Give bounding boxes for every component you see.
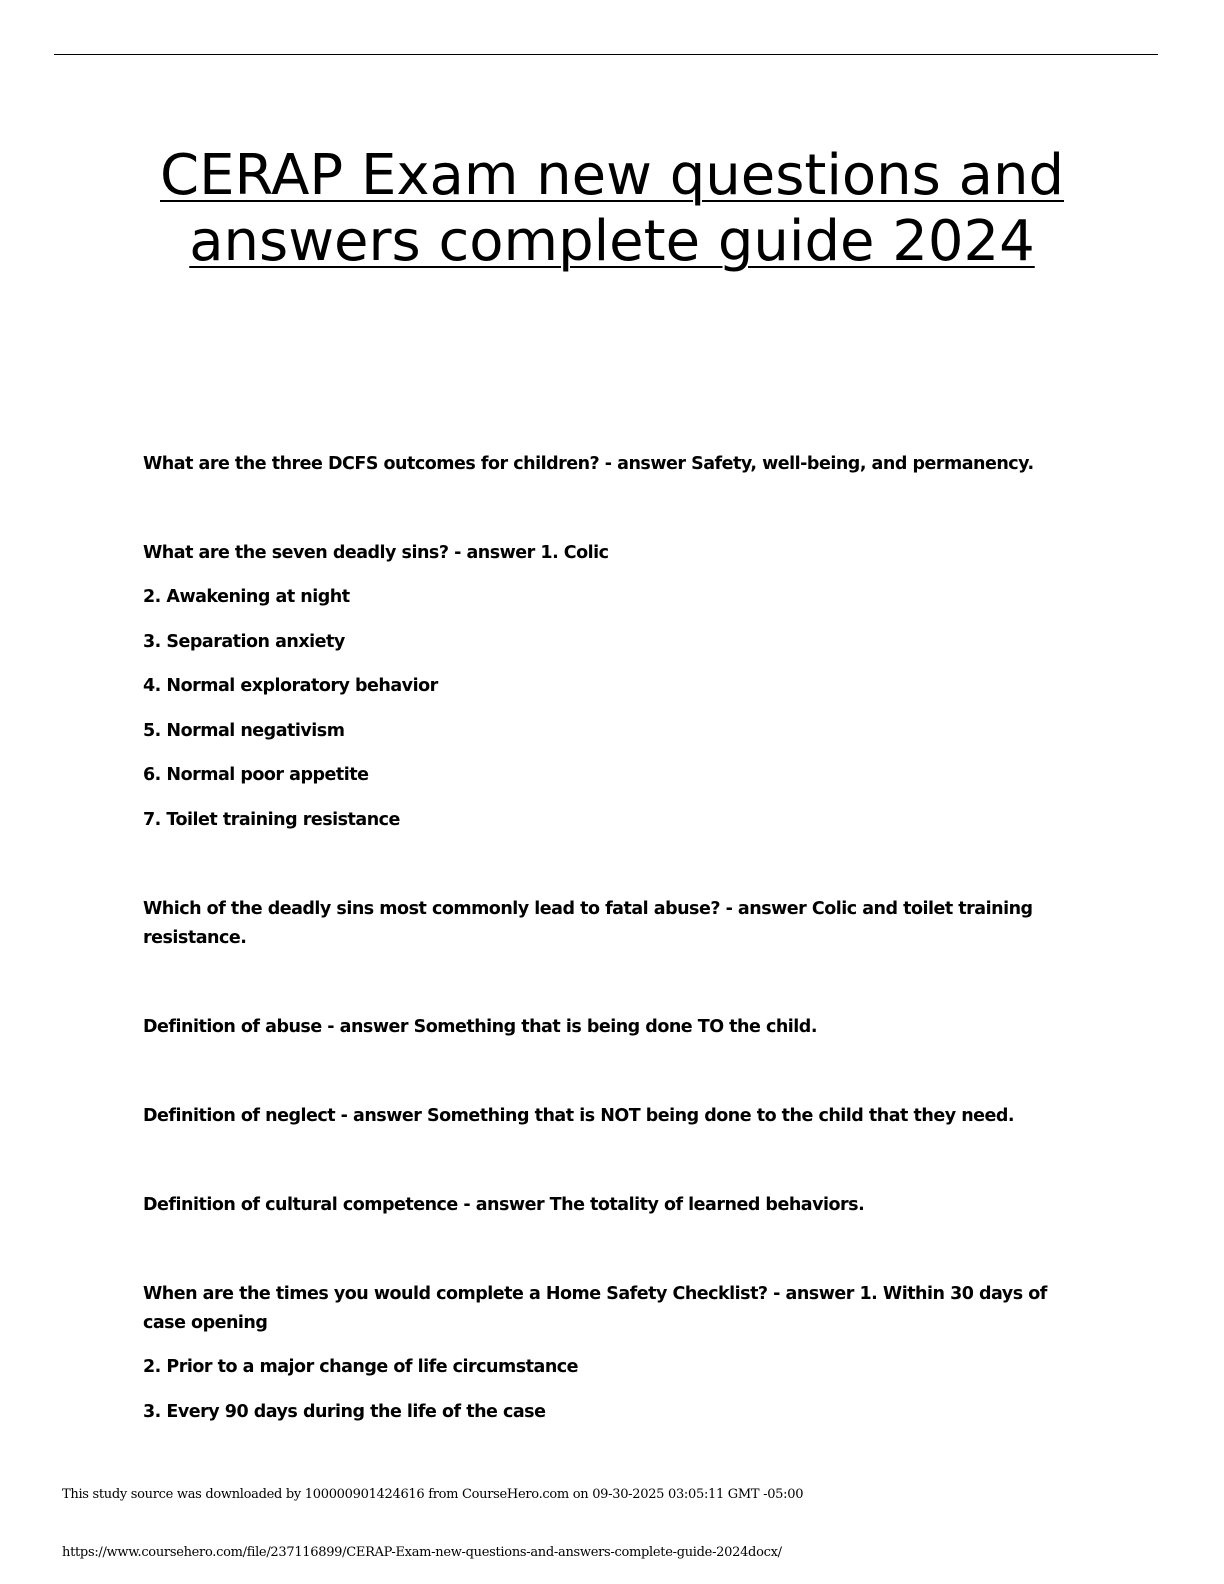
download-notice: This study source was downloaded by 100000901424616 from CourseHero.com on 09-30-2025 03:05:11 GMT -05:00 — [62, 1487, 804, 1502]
list-item-exploratory-behavior: 4. Normal exploratory behavior — [143, 676, 438, 696]
top-horizontal-rule — [54, 54, 1158, 55]
document-title — [0, 143, 1224, 275]
list-item-every-90-days: 3. Every 90 days during the life of the case — [143, 1402, 546, 1422]
list-item-major-change: 2. Prior to a major change of life circumstance — [143, 1357, 579, 1377]
title-line-2: answers complete guide 2024 — [189, 209, 1035, 274]
list-item-negativism: 5. Normal negativism — [143, 721, 345, 741]
qa-fatal-abuse: Which of the deadly sins most commonly lead to fatal abuse? - answer Colic and toilet training resistance. — [143, 899, 1033, 948]
qa-seven-deadly-sins: What are the seven deadly sins? - answer 1. Colic — [143, 543, 609, 563]
title-line-1: CERAP Exam new questions and — [159, 143, 1064, 208]
qa-definition-neglect: Definition of neglect - answer Something that is NOT being done to the child that they need. — [143, 1106, 1015, 1126]
list-item-separation-anxiety: 3. Separation anxiety — [143, 632, 345, 652]
qa-home-safety-checklist: When are the times you would complete a Home Safety Checklist? - answer 1. Within 30 days of case opening — [143, 1284, 1047, 1333]
list-item-toilet-training: 7. Toilet training resistance — [143, 810, 400, 830]
qa-dcfs-outcomes: What are the three DCFS outcomes for children? - answer Safety, well-being, and permanency. — [143, 454, 1034, 474]
qa-definition-abuse: Definition of abuse - answer Something that is being done TO the child. — [143, 1017, 817, 1037]
list-item-awakening: 2. Awakening at night — [143, 587, 350, 607]
source-url[interactable]: https://www.coursehero.com/file/237116899/CERAP-Exam-new-questions-and-answers-complete-guide-2024docx/ — [62, 1545, 782, 1560]
qa-cultural-competence: Definition of cultural competence - answer The totality of learned behaviors. — [143, 1195, 865, 1215]
list-item-poor-appetite: 6. Normal poor appetite — [143, 765, 369, 785]
